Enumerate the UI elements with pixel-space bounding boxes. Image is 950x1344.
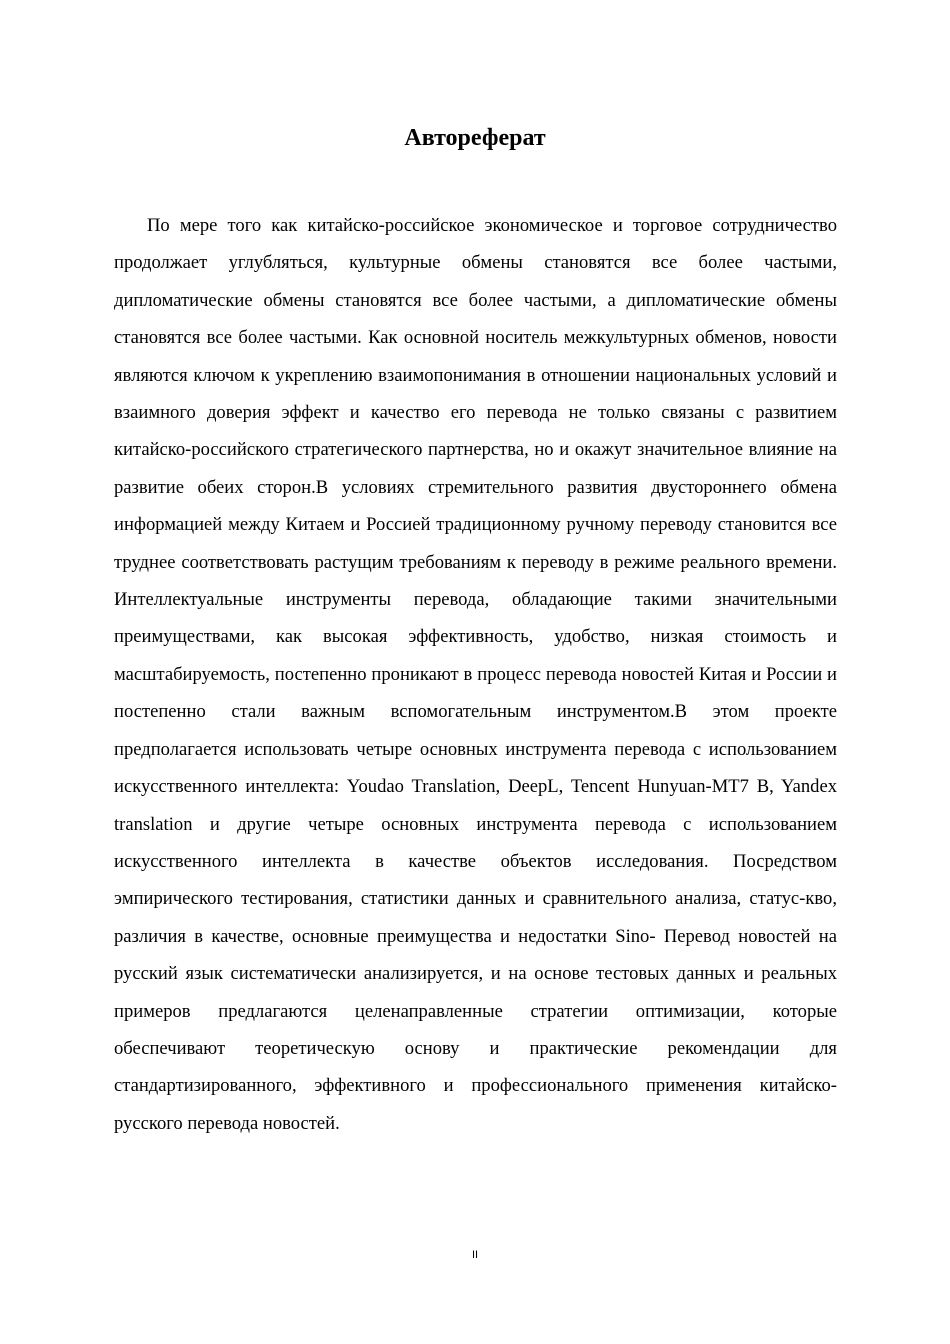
abstract-paragraph: По мере того как китайско-российское экономическое и торговое сотрудничество продолжает углубляться, культурные обмены становятся все более частыми, дипломатические обмены становятся все более частыми, а дипломатические обмены становятся все более частыми. Как основной носитель межкультурных обменов, новости являются ключом к укреплению взаимопонимания в отношении национальных условий и взаимного доверия эффект и качество его перевода не только связаны с развитием китайско-российского стратегического партнерства, но и окажут значительное влияние на развитие обеих сторон.В условиях стремительного развития двустороннего обмена информацией между Китаем и Россией традиционному ручному переводу становится все труднее соответствовать растущим требованиям к переводу в режиме реального времени. Интеллектуальные инструменты перевода, обладающие такими значительными преимуществами, как высокая эффективность, удобство, низкая стоимость и масштабируемость, постепенно проникают в процесс перевода новостей Китая и России и постепенно стали важным вспомогательным инструментом.В этом проекте предполагается использовать четыре основных инструмента перевода с использованием искусственного интеллекта: Youdao Translation, DeepL, Tencent Hunyuan-MT7 B, Yandex translation и другие четыре основных инструмента перевода с использованием искусственного интеллекта в качестве объектов исследования. Посредством эмпирического тестирования, статистики данных и сравнительного анализа, статус-кво, различия в качестве, основные преимущества и недостатки Sino- Перевод новостей на русский язык систематически анализируется, и на основе тестовых данных и реальных примеров предлагаются целенаправленные стратегии оптимизации, которые обеспечивают теоретическую основу и практические рекомендации для стандартизированного, эффективного и профессионального применения китайско-русского перевода новостей. <box>114 215 837 1134</box>
document-title: Автореферат <box>404 125 546 151</box>
page-number: II <box>471 1249 479 1261</box>
